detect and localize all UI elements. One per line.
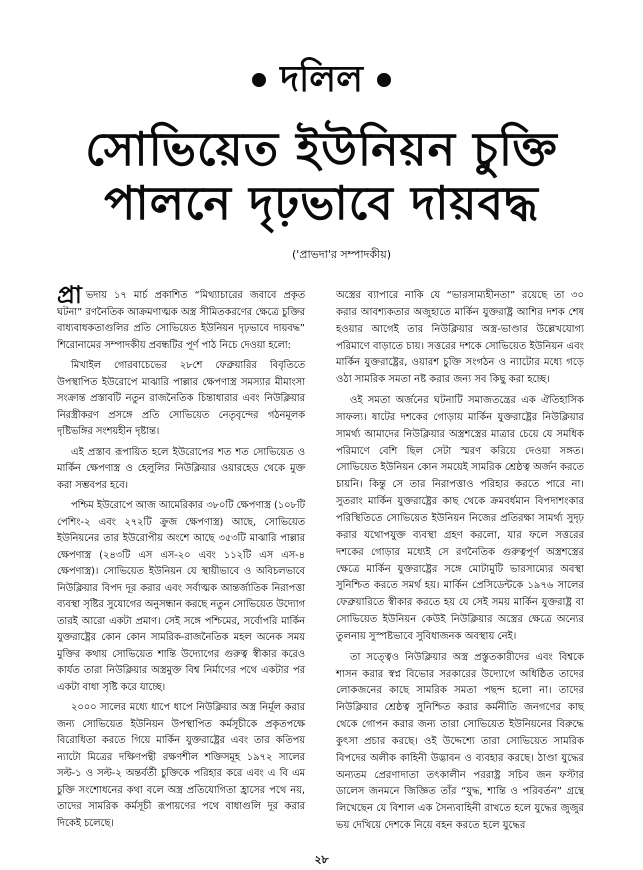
- paragraph-4: পশ্চিম ইউরোপে আজ আমেরিকার ৩৮০টি ক্ষেপণাস্ত্র (১০৮টি পেশিং-২ এবং ২৭২টি ক্রুজ ক্ষেপণাস্ত্র) আছে, সোভিয়েত ইউনিয়নের তার ইউরোপীয় অংশে আছে ৩৫৩টি মাঝারি পাল্লার ক্ষেপণাস্ত্র (২৪৩টি এস এস-২০ এবং ১১২টি এস এস-৪ ক্ষেপণাস্ত্র)। সোভিয়েত ইউনিয়ন যে স্থায়ীভাবে ও অবিচলভাবে নিউক্লিয়ার বিপদ দূর করার এবং সর্বাত্মক আন্তর্জাতিক নিরাপত্তা ব্যবস্থা সৃষ্টির সুযোগের অনুসন্ধান করছে নতুন সোভিয়েত উদ্যোগ তারই আরো একটা প্রমাণ। সেই সঙ্গে পশ্চিমের, সর্বোপরি মার্কিন যুক্তরাষ্ট্রের কোন কোন সামরিক-রাজনৈতিক মহল অনেক সময় মুক্তির কথায় সোভিয়েত শান্তি উদ্যোগের গুরুত্ব স্বীকার করেও কার্যত তারা নিউক্লিয়ার অস্ত্রমুক্ত বিশ্ব নির্মাণের পথে একটার পর একটা বাধা সৃষ্টি করে যাচ্ছে।: [57, 500, 305, 693]
- paragraph-1-text: ভদায় ১৭ মার্চ প্রকাশিত “মিথ্যাচারের জবাবে প্রকৃত ঘটনা” রণনৈতিক আক্রমণাত্মক অস্ত্র সীমিতকরণের ক্ষেত্রে চুক্তির বাধ্যবাধকতাগুলির প্রতি সোভিয়েত ইউনিয়ন দৃঢ়ভাবে দায়বদ্ধ” শিরোনামের সম্পাদকীয় প্রবন্ধটির পূর্ণ পাঠ নিচে দেওয়া হলো:: [57, 290, 305, 351]
- drop-cap: প্রা: [57, 281, 82, 309]
- left-column: [57, 281, 305, 836]
- paragraph-7: ওই সমতা অর্জনের ঘটনাটি সমাজতন্ত্রের এক ঐতিহাসিক সাফল্য। ষাটের দশকের গোড়ায় মার্কিন যুক্তরাষ্ট্রের নিউক্লিয়ার সামর্থ্য আমাদের নিউক্লিয়ার অস্ত্রশস্ত্রের মাত্রার চেয়ে যে সমধিক পরিমাণে বেশি ছিল সেটা স্মরণ করিয়ে দেওয়া সঙ্গত। সোভিয়েত ইউনিয়ন কোন সময়েই সামরিক শ্রেষ্ঠত্ব অর্জন করতে চায়নি। কিন্তু সে তার নিরাপত্তাও পরিহার করতে পারে না। সুতরাং মার্কিন যুক্তরাষ্ট্রের কাছ থেকে ক্রমবর্ধমান বিপদাশংকার পরিস্থিতিতে সোভিয়েত ইউনিয়ন নিজের প্রতিরক্ষা সামর্থ্য সুদৃঢ় করার যথোপযুক্ত ব্যবস্থা গ্রহণ করলো, যার ফলে সত্তরের দশকের গোড়ার মধ্যেই সে রণনৈতিক গুরুত্বপূর্ণ অস্ত্রশস্ত্রের ক্ষেত্রে মার্কিন যুক্তরাষ্ট্রের সঙ্গে মোটামুটি ভারসাম্যের অবস্থা সুনিশ্চিত করতে সমর্থ হয়। মার্কিন প্রেসিডেন্টকে ১৯৭৬ সালের ফেব্রুয়ারিতে স্বীকার করতে হয় যে সেই সময় মার্কিন যুক্তরাষ্ট্র বা সোভিয়েত ইউনিয়ন কেউই নিউক্লিয়ার অস্ত্রের ক্ষেত্রে অন্যের তুলনায় সুস্পষ্টভাবে সুবিধাজনক অবস্থায় নেই।: [336, 395, 584, 642]
- paragraph-5: ২০০০ সালের মধ্যে ধাপে ধাপে নিউক্লিয়ার অস্ত্র নির্মূল করার জন্য সোভিয়েত ইউনিয়ন উপস্থাপিত কর্মসূচীকে প্রকৃতপক্ষে বিরোধিতা করতে গিয়ে মার্কিন যুক্তরাষ্ট্রের এবং তার কতিপয় ন্যাটো মিত্রের দক্ষিণপন্থী রক্ষণশীল শক্তিসমূহ ১৯৭২ সালের সল্ট-১ ও সল্ট-২ অন্তর্বর্তী চুক্তিকে পরিহার করে এবং এ বি এম চুক্তি সংশোধনের কথা বলে অস্ত্র প্রতিযোগিতা হ্রাসের পথে নয়, তাদের সামরিক কর্মসূচী রূপায়ণের পথে বাধাগুলি দূর করার দিকেই চলেছে।: [57, 702, 305, 829]
- paragraph-1: [57, 281, 305, 354]
- right-column: [336, 288, 584, 839]
- bullet-left-icon: [252, 73, 266, 87]
- paragraph-6: অস্ত্রের ব্যাপারে নাকি যে “ভারসাম্যহীনতা” রয়েছে তা ৩০ করার আবশ্যকতার অজুহাতে মার্কিন যুক্তরাষ্ট্র আশির দশক শেষ হওয়ার আগেই তার নিউক্লিয়ার অস্ত্র-ভাণ্ডার উল্লেখযোগ্য পরিমাণে বাড়াতে চায়। সত্তরের দশকে সোভিয়েত ইউনিয়ন এবং মার্কিন যুক্তরাষ্ট্রের, ওয়ারশ চুক্তি সংগঠন ও ন্যাটোর মধ্যে গড়ে ওঠা সামরিক সমতা নষ্ট করার জন্য সব কিছু করা হচ্ছে।: [336, 290, 584, 386]
- paragraph-3: এই প্রস্তাব রূপায়িত হলে ইউরোপের শত শত সোভিয়েত ও মার্কিন ক্ষেপণাস্ত্র ও হেলুলির নিউক্লিয়ার ওয়ারহেড থেকে মুক্ত করা সম্ভবপর হবে।: [57, 446, 305, 491]
- section-label: [0, 58, 643, 102]
- bullet-right-icon: [377, 73, 391, 87]
- title-line-2: পালনে দৃঢ়ভাবে দায়বদ্ধ: [104, 176, 539, 230]
- title-line-1: সোভিয়েত ইউনিয়ন চুক্তি: [85, 122, 558, 176]
- source-credit: ('প্রাভদা'র সম্পাদকীয়): [291, 248, 391, 261]
- paragraph-8: তা সত্ত্বেও নিউক্লিয়ার অস্ত্র প্রস্তুতকারীদের এবং বিশ্বকে শাসন করার স্বপ্ন বিভোর সরকারের উদ্যোগে অধিষ্ঠিত তাদের লোকজনের কাছে সামরিক সমতা পছন্দ হলো না। তাদের নিউক্লিয়ার শ্রেষ্ঠত্ব সুনিশ্চিত করার কর্মনীতি জনগণের কাছ থেকে গোপন করার জন্য তারা সোভিয়েত ইউনিয়নের বিরুদ্ধে কুৎসা প্রচার করছে। ওই উদ্দেশ্যে তারা সোভিয়েত সামরিক বিপদের অলীক কাহিনী উদ্ভাবন ও ব্যবহার করছে। ঠাণ্ডা যুদ্ধের অন্যতম প্রেরণাদাতা তৎকালীন পররাষ্ট্র সচিব জন ফস্টার ডালেস জনমনে জিজ্ঞিত তাঁর “যুদ্ধ, শান্তি ও পরিবর্তন” গ্রন্থে লিখেছেন যে বিশাল এক সৈন্যবাহিনী রাখতে হলে যুদ্ধের জুজুর ভয় দেখিয়ে দেশকে নিয়ে বহন করতে হলে যুদ্ধের: [336, 651, 584, 832]
- section-label-text: দলিল: [280, 59, 363, 100]
- paragraph-2: মিখাইল গোরবাচেভের ২৮শে ফেব্রুয়ারির বিবৃতিতে উপস্থাপিত ইউরোপে মাঝারি পাল্লার ক্ষেপণাস্ত্র সমস্যার মীমাংসা সংক্রান্ত প্রস্তাবটি নতুন রাজনৈতিক চিন্তাধারার এবং নিউক্লিয়ার নিরস্ত্রীকরণ প্রসঙ্গে প্রতি সোভিয়েত নেতৃবৃন্দের গঠনমূলক দৃষ্টিভঙ্গির সংশয়হীন দৃষ্টান্ত।: [57, 360, 305, 437]
- page-number: ২৮: [314, 853, 329, 866]
